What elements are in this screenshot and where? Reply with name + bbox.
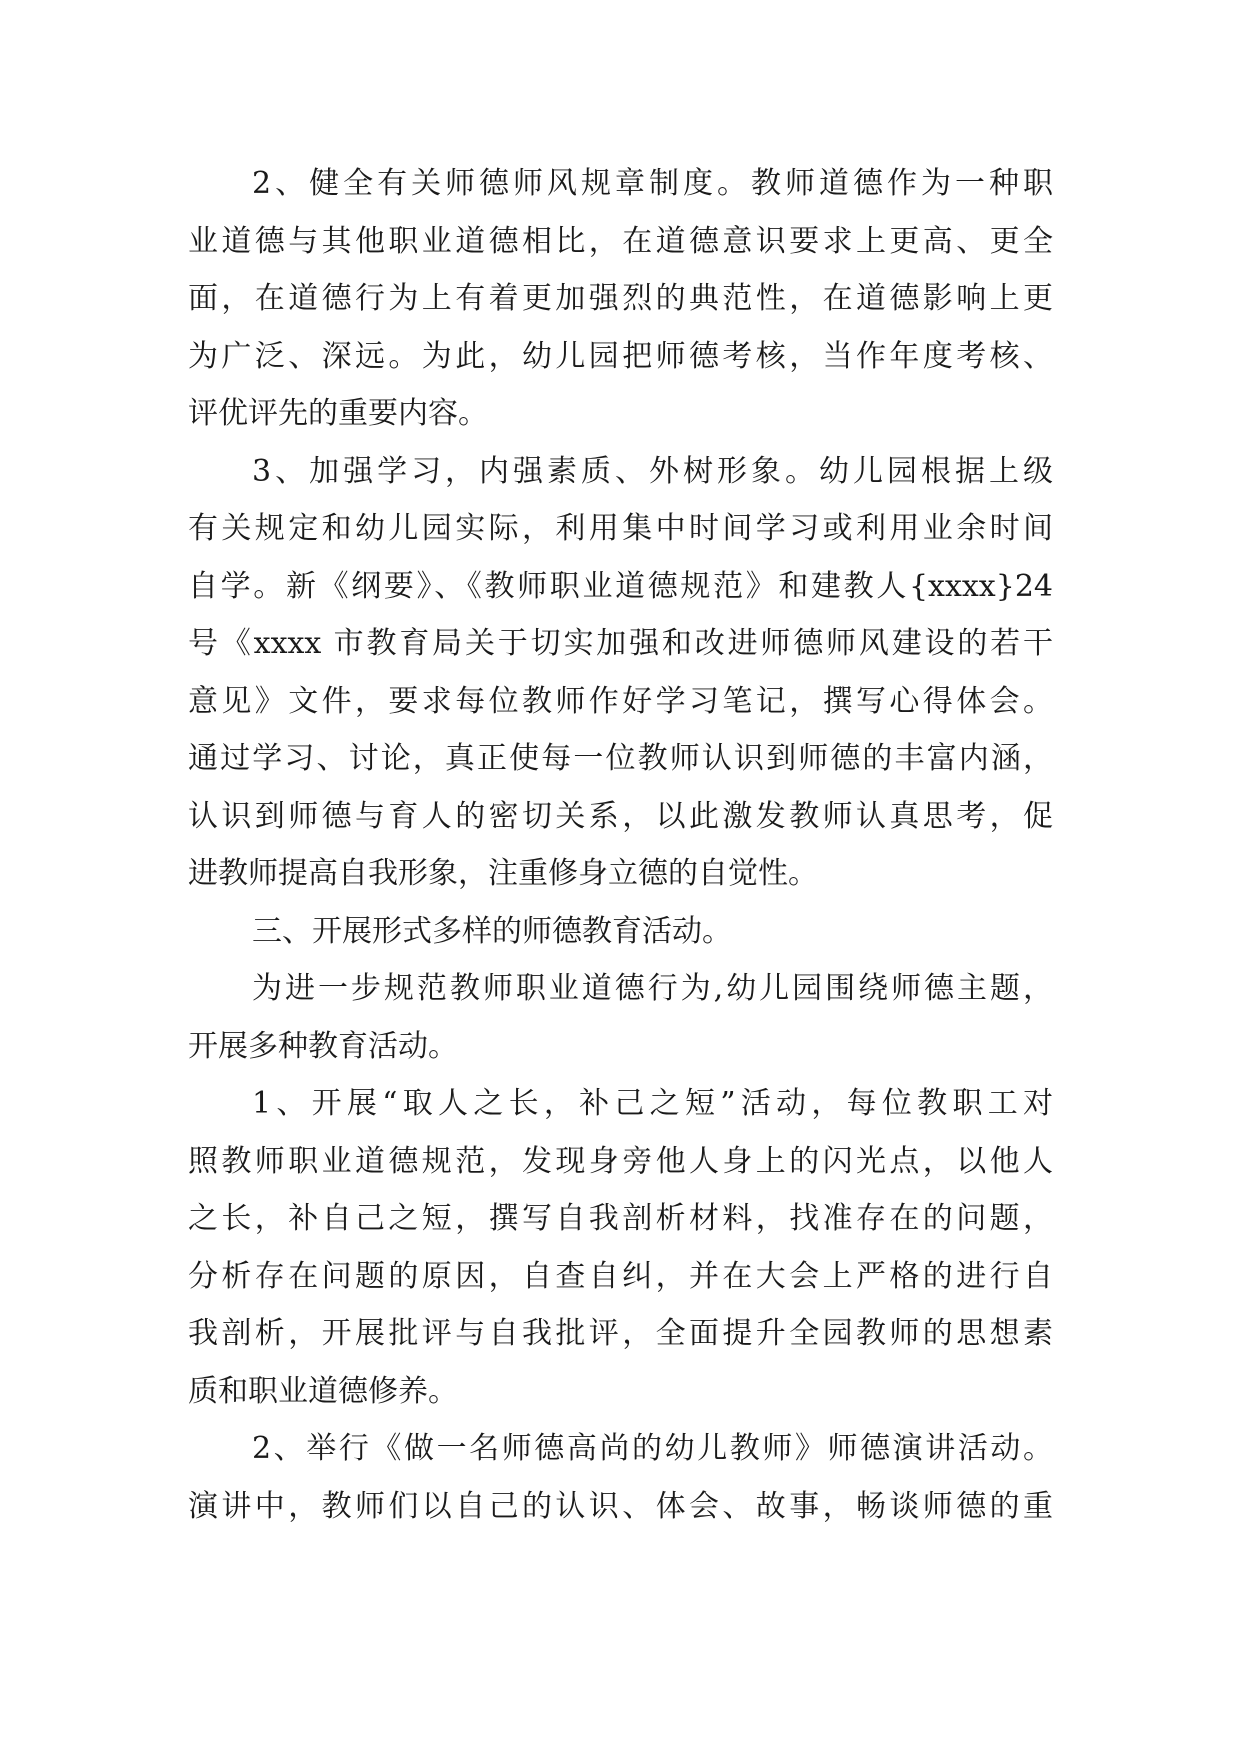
text-line: 有关规定和幼儿园实际，利用集中时间学习或利用业余时间 (188, 511, 1053, 546)
text-line: 开展多种教育活动。 (188, 1028, 458, 1064)
body-text (188, 155, 1053, 1535)
text-line: 号《xxxx 市教育局关于切实加强和改进师德师风建设的若干 (188, 626, 1053, 661)
text-line: 照教师职业道德规范，发现身旁他人身上的闪光点，以他人 (188, 1143, 1053, 1179)
text-line: 业道德与其他职业道德相比，在道德意识要求上更高、更全 (188, 223, 1053, 259)
text-line: 我剖析，开展批评与自我批评，全面提升全园教师的思想素 (188, 1316, 1053, 1351)
paragraph-activity-1 (188, 1075, 1053, 1420)
section-heading: 三、开展形式多样的师德教育活动。 (252, 913, 732, 949)
text-line: 进教师提高自我形象，注重修身立德的自觉性。 (188, 856, 818, 891)
paragraph-regulations (188, 155, 1053, 443)
paragraph-intro (188, 960, 1053, 1075)
text-line: 自学。新《纲要》、《教师职业道德规范》和建教人{xxxx}24 (188, 568, 1053, 604)
paragraph-study (188, 443, 1053, 903)
text-line: 认识到师德与育人的密切关系，以此激发教师认真思考，促 (188, 798, 1053, 834)
text-line: 2、健全有关师德师风规章制度。教师道德作为一种职 (252, 166, 1053, 201)
text-line: 为广泛、深远。为此，幼儿园把师德考核，当作年度考核、 (188, 338, 1053, 374)
text-line: 1、开展“取人之长，补己之短”活动，每位教职工对 (252, 1086, 1053, 1121)
text-line: 2、举行《做一名师德高尚的幼儿教师》师德演讲活动。 (252, 1431, 1053, 1466)
text-line: 质和职业道德修养。 (188, 1373, 458, 1409)
text-line: 之长，补自己之短，撰写自我剖析材料，找准存在的问题， (188, 1201, 1053, 1236)
paragraph-activity-2 (188, 1420, 1053, 1535)
text-line: 面，在道德行为上有着更加强烈的典范性，在道德影响上更 (188, 281, 1053, 316)
text-line: 为进一步规范教师职业道德行为,幼儿园围绕师德主题， (252, 971, 1053, 1006)
text-line: 3、加强学习，内强素质、外树形象。幼儿园根据上级 (252, 453, 1053, 489)
text-line: 意见》文件，要求每位教师作好学习笔记，撰写心得体会。 (188, 683, 1053, 719)
section-heading-activities (188, 903, 1053, 961)
text-line: 分析存在问题的原因，自查自纠，并在大会上严格的进行自 (188, 1258, 1053, 1294)
text-line: 通过学习、讨论，真正使每一位教师认识到师德的丰富内涵， (188, 741, 1053, 776)
text-line: 评优评先的重要内容。 (188, 396, 488, 431)
text-line: 演讲中，教师们以自己的认识、体会、故事，畅谈师德的重 (188, 1488, 1053, 1524)
